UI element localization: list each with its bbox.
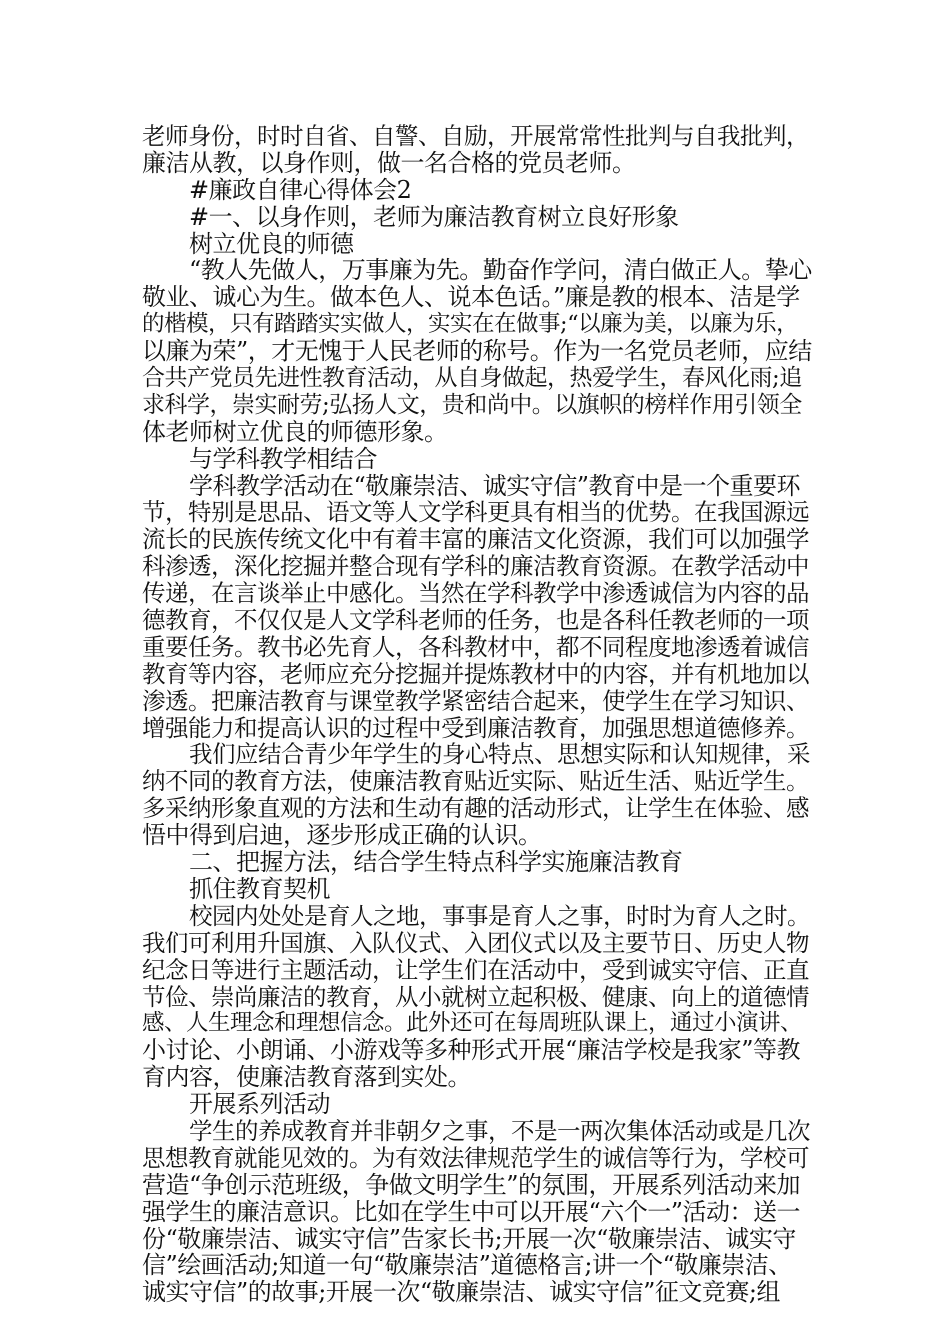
text-line: 我们可利用升国旗、入队仪式、入团仪式以及主要节日、历史人物	[142, 928, 809, 957]
text-line: 科渗透，深化挖掘并整合现有学科的廉洁教育资源。在教学活动中	[142, 552, 809, 581]
text-line: #廉政自律心得体会2	[189, 175, 412, 204]
text-line: 与学科教学相结合	[189, 444, 377, 473]
text-line: 信”绘画活动;知道一句“敬廉崇洁”道德格言;讲一个“敬廉崇洁、	[142, 1251, 792, 1280]
text-line: 份“敬廉崇洁、诚实守信”告家长书;开展一次“敬廉崇洁、诚实守	[142, 1224, 796, 1253]
text-line: 节，特别是思品、语文等人文学科更具有相当的优势。在我国源远	[142, 498, 809, 527]
text-line: 节俭、崇尚廉洁的教育，从小就树立起积极、健康、向上的道德情	[142, 982, 809, 1011]
text-line: 校园内处处是育人之地，事事是育人之事，时时为育人之时。	[189, 901, 810, 930]
text-line: 诚实守信”的故事;开展一次“敬廉崇洁、诚实守信”征文竞赛;组	[142, 1278, 780, 1307]
text-line: 学生的养成教育并非朝夕之事，不是一两次集体活动或是几次	[189, 1116, 810, 1145]
text-line: 增强能力和提高认识的过程中受到廉洁教育，加强思想道德修养。	[142, 713, 809, 742]
text-line: 二、把握方法，结合学生特点科学实施廉洁教育	[189, 848, 683, 877]
text-line: 纪念日等进行主题活动，让学生们在活动中，受到诚实守信、正直	[142, 955, 809, 984]
text-line: 学科教学活动在“敬廉崇洁、诚实守信”教育中是一个重要环	[189, 471, 801, 500]
text-line: 纳不同的教育方法，使廉洁教育贴近实际、贴近生活、贴近学生。	[142, 767, 809, 796]
text-line: 的楷模，只有踏踏实实做人，实实在在做事;“以廉为美，以廉为乐，	[142, 311, 799, 338]
text-line: 德教育，不仅仅是人文学科老师的任务，也是各科任教老师的一项	[142, 606, 809, 635]
text-line: 感、人生理念和理想信念。此外还可在每周班队课上，通过小演讲、	[142, 1010, 803, 1037]
text-line: 树立优良的师德	[189, 229, 354, 258]
text-line: #一、以身作则，老师为廉洁教育树立良好形象	[189, 202, 679, 231]
text-line: 渗透。把廉洁教育与课堂教学紧密结合起来，使学生在学习知识、	[142, 686, 809, 715]
text-line: 老师身份，时时自省、自警、自励，开展常常性批判与自我批判，	[142, 122, 809, 150]
text-line: 育内容，使廉洁教育落到实处。	[142, 1063, 471, 1092]
text-line: 廉洁从教，以身作则，做一名合格的党员老师。	[142, 148, 636, 177]
text-line: 多采纳形象直观的方法和生动有趣的活动形式，让学生在体验、感	[142, 794, 809, 823]
text-line: 我们应结合青少年学生的身心特点、思想实际和认知规律，采	[189, 740, 810, 769]
text-line: 体老师树立优良的师德形象。	[142, 417, 448, 446]
text-line: 抓住教育契机	[189, 874, 330, 903]
document-body	[142, 123, 812, 1306]
text-line: 传递，在言谈举止中感化。当然在学科教学中渗透诚信为内容的品	[142, 579, 809, 608]
text-line: 思想教育就能见效的。为有效法律规范学生的诚信等行为，学校可	[142, 1143, 809, 1172]
text-line: 开展系列活动	[189, 1090, 330, 1119]
text-line: 强学生的廉洁意识。比如在学生中可以开展“六个一”活动：送一	[142, 1197, 801, 1226]
text-line: 流长的民族传统文化中有着丰富的廉洁文化资源，我们可以加强学	[142, 525, 809, 554]
text-line: 悟中得到启迪，逐步形成正确的认识。	[142, 821, 542, 850]
text-line: 求科学，崇实耐劳;弘扬人文，贵和尚中。以旗帜的榜样作用引领全	[142, 391, 802, 418]
text-line: 小讨论、小朗诵、小游戏等多种形式开展“廉洁学校是我家”等教	[142, 1036, 801, 1065]
text-line: 以廉为荣”，才无愧于人民老师的称号。作为一名党员老师，应结	[142, 337, 812, 366]
text-line: “教人先做人，万事廉为先。勤奋作学问，清白做正人。挚心	[189, 256, 812, 285]
text-line: 重要任务。教书必先育人，各科教材中，都不同程度地渗透着诚信	[142, 632, 809, 661]
text-line: 敬业、诚心为生。做本色人、说本色话。”廉是教的根本、洁是学	[142, 283, 800, 312]
text-line: 教育等内容，老师应充分挖掘并提炼教材中的内容，并有机地加以	[142, 659, 809, 688]
text-line: 合共产党员先进性教育活动，从自身做起，热爱学生，春风化雨;追	[142, 365, 802, 392]
text-line: 营造“争创示范班级，争做文明学生”的氛围，开展系列活动来加	[142, 1170, 801, 1199]
